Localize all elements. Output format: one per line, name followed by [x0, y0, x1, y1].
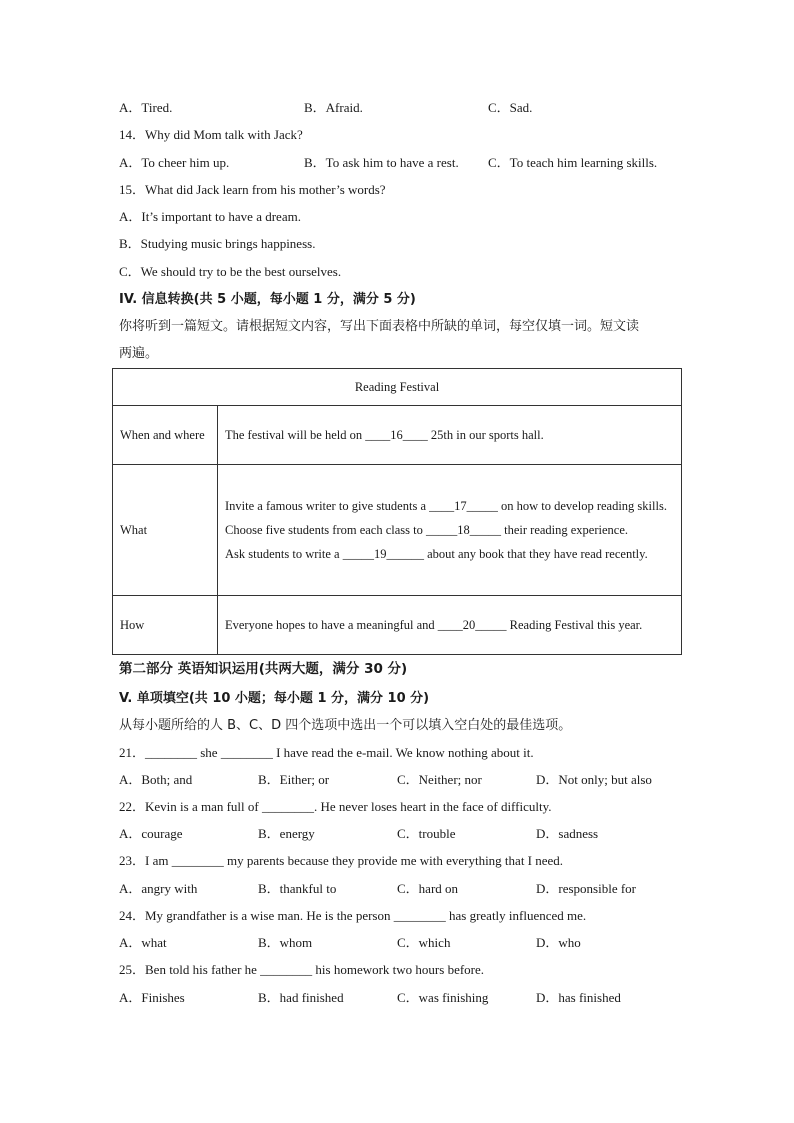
q22-stem: 22．Kevin is a man full of ________. He never loses heart in the face of difficulty.: [119, 799, 552, 814]
table-header: Reading Festival: [113, 369, 682, 406]
section5-instructions: 从每小题所给的人 B、C、D 四个选项中选出一个可以填入空白处的最佳选项。: [119, 718, 572, 733]
when-text-post: 25th in our sports hall.: [427, 428, 544, 442]
section4-title: IV. 信息转换(共 5 小题，每小题 1 分，满分 5 分): [119, 292, 416, 307]
q25-stem: 25．Ben told his father he ________ his homework two hours before.: [119, 962, 485, 977]
q21-option-a: A．Both; and: [119, 772, 193, 787]
part2-title: 第二部分 英语知识运用(共两大题，满分 30 分): [119, 661, 408, 677]
how-label: How: [113, 596, 218, 655]
blank-20[interactable]: ____20_____: [437, 618, 507, 632]
q25-option-d: D．has finished: [536, 990, 621, 1005]
q14-option-a: A．To cheer him up.: [119, 155, 230, 170]
q14-option-c: C．To teach him learning skills.: [488, 155, 658, 170]
what-item-3: [225, 542, 674, 566]
q25-option-a: A．Finishes: [119, 990, 185, 1005]
q21-stem: 21．________ she ________ I have read the e-mail. We know nothing about it.: [119, 745, 534, 760]
q22-option-b: B．energy: [258, 826, 315, 841]
what2-pre: Choose five students from each class to: [225, 523, 426, 537]
q23-option-d: D．responsible for: [536, 881, 637, 896]
section5-title: V. 单项填空(共 10 小题；每小题 1 分，满分 10 分): [119, 691, 430, 706]
q24-option-d: D．who: [536, 935, 581, 950]
what2-post: their reading experience.: [501, 523, 629, 537]
reading-festival-table: [112, 368, 682, 655]
q13-option-b: B．Afraid.: [304, 100, 363, 115]
q15-option-b: B．Studying music brings happiness.: [119, 236, 316, 251]
when-cell: [218, 406, 682, 465]
q23-option-c: C．hard on: [397, 881, 459, 896]
q15-option-c: C．We should try to be the best ourselves.: [119, 264, 342, 279]
how-cell: [218, 596, 682, 655]
q25-option-c: C．was finishing: [397, 990, 489, 1005]
q22-option-c: C．trouble: [397, 826, 456, 841]
what1-pre: Invite a famous writer to give students a: [225, 499, 430, 513]
q25-option-b: B．had finished: [258, 990, 344, 1005]
blank-17[interactable]: ____17_____: [429, 499, 498, 513]
what-label: What: [113, 465, 218, 596]
when-text-pre: The festival will be held on: [225, 428, 366, 442]
blank-16[interactable]: ____16____: [365, 428, 428, 442]
q21-option-d: D．Not only; but also: [536, 772, 652, 787]
q23-stem: 23．I am ________ my parents because they provide me with everything that I need.: [119, 853, 564, 868]
what-cell: [218, 465, 682, 596]
q21-option-c: C．Neither; nor: [397, 772, 482, 787]
when-label: When and where: [113, 406, 218, 465]
q13-option-c: C．Sad.: [488, 100, 533, 115]
what-item-2: [225, 518, 674, 542]
what-item-1: [225, 494, 674, 518]
q22-option-d: D．sadness: [536, 826, 599, 841]
q23-option-b: B．thankful to: [258, 881, 337, 896]
q15-option-a: A．It’s important to have a dream.: [119, 209, 301, 224]
q14-stem: 14．Why did Mom talk with Jack?: [119, 127, 303, 142]
what3-post: about any book that they have read recently.: [423, 547, 648, 561]
section4-instructions-1: 你将听到一篇短文。请根据短文内容，写出下面表格中所缺的单词，每空仅填一词。短文读: [119, 319, 640, 334]
q23-option-a: A．angry with: [119, 881, 198, 896]
how-pre: Everyone hopes to have a meaningful and: [225, 618, 438, 632]
blank-18[interactable]: _____18_____: [426, 523, 501, 537]
q24-option-c: C．which: [397, 935, 451, 950]
q21-option-b: B．Either; or: [258, 772, 330, 787]
q15-stem: 15．What did Jack learn from his mother’s words?: [119, 182, 386, 197]
blank-19[interactable]: _____19______: [342, 547, 424, 561]
what1-post: on how to develop reading skills.: [497, 499, 667, 513]
q22-option-a: A．courage: [119, 826, 183, 841]
q24-option-b: B．whom: [258, 935, 313, 950]
q24-option-a: A．what: [119, 935, 167, 950]
how-post: Reading Festival this year.: [506, 618, 643, 632]
section4-instructions-2: 两遍。: [119, 346, 159, 361]
q24-stem: 24．My grandfather is a wise man. He is the person ________ has greatly influenced me.: [119, 908, 587, 923]
q14-option-b: B．To ask him to have a rest.: [304, 155, 459, 170]
q13-option-a: A．Tired.: [119, 100, 173, 115]
what3-pre: Ask students to write a: [225, 547, 343, 561]
